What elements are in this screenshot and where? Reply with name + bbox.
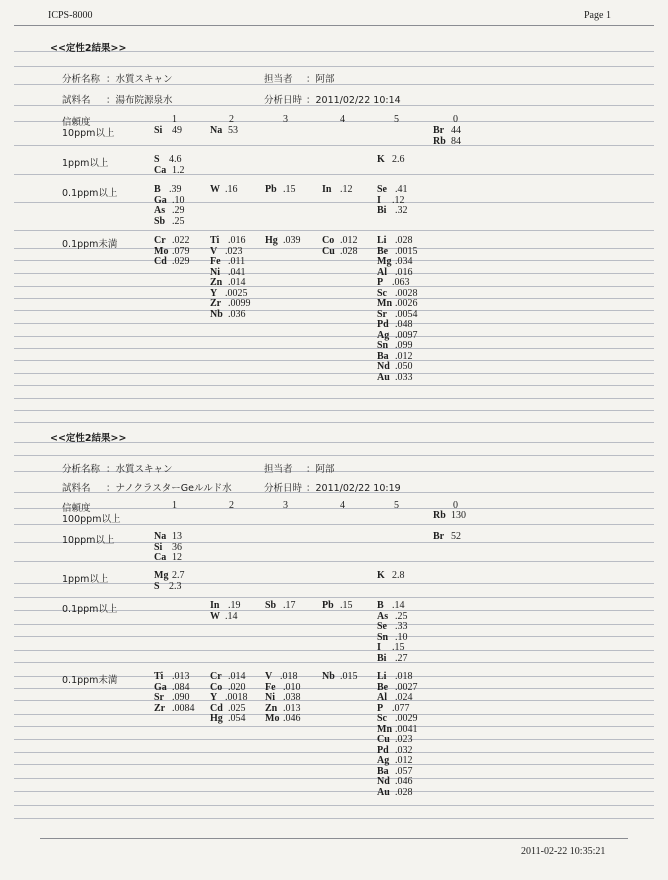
element-reading [377,373,413,384]
element-reading [210,714,246,725]
section-1-reliability-label: 信頼度 [62,117,91,128]
element-symbol: Mo [154,245,169,257]
element-value: 4.6 [169,154,182,165]
element-symbol: Cr [210,671,222,682]
element-symbol: Sr [154,692,164,703]
element-value: .014 [228,277,246,288]
ruled-line [14,385,654,386]
section-1-col-5: 5 [394,114,399,125]
element-symbol: Se [377,184,387,195]
element-symbol: Cd [154,256,167,267]
element-reading [377,155,405,166]
element-value: .036 [228,308,246,320]
element-symbol: Ag [377,329,390,341]
element-reading [210,310,246,321]
element-symbol: Br [433,125,445,136]
element-value: .039 [283,235,301,246]
section-2-date-label: 分析日時 [264,483,303,494]
element-symbol: Sn [377,631,389,643]
ruled-line [14,174,654,175]
element-value: .014 [228,671,246,682]
element-symbol: P [377,277,384,288]
element-symbol: Cd [210,702,223,714]
element-symbol: Ga [154,194,167,206]
element-symbol: Na [210,125,223,136]
ruled-line [14,752,654,753]
ruled-line [14,398,654,399]
element-reading [210,612,238,623]
element-value: .0026 [395,298,418,309]
element-symbol: Nd [377,776,390,787]
element-symbol: I [377,642,381,653]
element-reading [265,236,301,247]
element-symbol: Co [210,681,223,693]
section-2-title: <<定性2結果>> [50,433,127,444]
header-divider [14,25,654,26]
element-reading [377,654,408,665]
element-value: .013 [172,671,190,682]
element-value: .020 [228,681,246,693]
element-value: .057 [395,765,413,777]
element-value: 1.2 [172,164,185,176]
element-symbol: Mg [377,256,392,267]
element-symbol: Ba [377,350,389,362]
element-symbol: Sc [377,713,387,724]
element-symbol: Fe [210,256,221,267]
element-symbol: S [154,580,160,592]
element-symbol: Co [322,235,335,246]
element-value: .018 [280,671,298,682]
ruled-line [14,636,654,637]
element-symbol: Hg [265,235,278,246]
element-symbol: P [377,702,384,714]
element-symbol: Rb [433,510,446,521]
element-value: .15 [392,642,405,653]
element-symbol: Mn [377,723,392,735]
print-timestamp: 2011-02-22 10:35:21 [521,846,606,857]
element-value: .27 [395,652,408,664]
element-reading [377,571,405,582]
ruled-line [14,286,654,287]
element-symbol: K [377,570,385,581]
section-2-col-5: 5 [394,500,399,511]
element-value: .024 [395,692,413,703]
element-reading [154,257,190,268]
element-symbol: As [154,205,166,216]
element-value: .050 [395,361,413,372]
ruled-line [14,739,654,740]
element-reading [433,137,461,148]
element-symbol: V [210,245,218,257]
section-1-col-3: 3 [283,114,288,125]
element-value: .063 [392,277,410,288]
element-value: .29 [172,205,185,216]
element-symbol: Pd [377,744,389,756]
ruled-line [14,764,654,765]
element-value: .099 [395,340,413,351]
element-value: 36 [172,541,182,553]
element-reading [210,185,238,196]
element-value: .33 [395,621,408,632]
element-symbol: Ni [265,692,275,703]
element-value: .011 [228,256,246,267]
section-1-date-label: 分析日時 [264,95,303,106]
element-reading [322,185,353,196]
ruled-line [14,310,654,311]
element-symbol: Li [377,671,387,682]
section-1-operator-value: ：阿部 [306,74,335,85]
element-symbol: Be [377,245,389,257]
element-value: .022 [172,235,190,246]
element-value: 12 [172,552,182,563]
element-value: .10 [172,194,185,206]
element-symbol: Au [377,786,390,798]
ruled-line [14,273,654,274]
element-symbol: I [377,194,381,206]
section-2-date-value: ：2011/02/22 10:19 [306,483,401,494]
element-symbol: Ca [154,552,167,563]
ruled-line [14,230,654,231]
element-symbol: Pb [322,600,334,611]
element-symbol: Nb [210,308,223,320]
section-1-date-value: ：2011/02/22 10:14 [306,95,401,106]
ruled-line [14,714,654,715]
element-symbol: Sr [377,308,387,320]
element-value: .15 [340,600,353,611]
element-symbol: Y [210,287,218,299]
element-symbol: Pd [377,319,389,330]
element-reading [433,511,466,522]
ruled-line [14,298,654,299]
element-value: 44 [451,125,461,136]
element-value: .0084 [172,702,195,714]
instrument-name: ICPS-8000 [48,10,93,21]
section-1-col-0: 0 [453,114,458,125]
element-value: .0054 [395,308,418,320]
element-value: 53 [228,125,238,136]
element-reading [154,704,195,715]
section-2-analysis-value: ：水質スキャン [106,464,173,475]
ruled-line [14,336,654,337]
element-symbol: Sc [377,287,387,299]
element-reading [265,714,301,725]
section-1-operator-label: 担当者 [264,74,293,85]
section-1-col-2: 2 [229,114,234,125]
ruled-line [14,583,654,584]
ruled-line [14,662,654,663]
section-2-sample-label: 試料名 [62,483,91,494]
element-value: .10 [395,631,408,643]
element-value: .028 [395,786,413,798]
ruled-line [14,66,654,67]
section-1-col-4: 4 [340,114,345,125]
section-2-row-label: 10ppm以上 [62,535,115,546]
ruled-line [14,818,654,819]
ruled-line [14,348,654,349]
element-reading [433,532,461,543]
element-value: 84 [451,135,461,147]
element-symbol: W [210,184,220,195]
element-value: .17 [283,600,296,611]
element-symbol: Ga [154,681,167,693]
element-value: .046 [283,713,301,724]
element-symbol: Ca [154,164,167,176]
element-symbol: Y [210,692,218,703]
element-value: 130 [451,510,466,521]
element-reading [377,206,408,217]
ruled-line [14,624,654,625]
section-1-analysis-value: ：水質スキャン [106,74,173,85]
element-value: 2.8 [392,570,405,581]
section-2-col-4: 4 [340,500,345,511]
ruled-line [14,700,654,701]
element-value: .033 [395,371,413,383]
element-value: .028 [395,235,413,246]
element-value: 2.6 [392,154,405,165]
element-value: .016 [395,266,413,278]
element-reading [210,126,238,137]
ruled-line [14,561,654,562]
footer-divider [40,838,628,839]
element-value: .0029 [395,713,418,724]
section-2-analysis-label: 分析名称 [62,464,101,475]
section-1-row-label: 0.1ppm以上 [62,188,118,199]
element-value: .015 [340,671,358,682]
element-value: .16 [225,184,238,195]
element-symbol: Li [377,235,387,246]
ruled-line [14,323,654,324]
section-1-title: <<定性2結果>> [50,43,127,54]
element-value: .25 [172,215,185,227]
element-value: .32 [395,205,408,216]
element-symbol: Zn [265,702,278,714]
element-reading [154,126,182,137]
element-symbol: Au [377,371,390,383]
element-value: .023 [395,734,413,745]
element-value: .018 [395,671,413,682]
element-reading [154,166,185,177]
element-value: .038 [283,692,301,703]
ruled-line [14,260,654,261]
element-symbol: Zr [154,702,166,714]
element-symbol: B [154,184,161,195]
element-symbol: Cu [377,734,390,745]
element-value: .0041 [395,723,418,735]
page-number: Page 1 [584,10,611,21]
ruled-line [14,373,654,374]
section-1-sample-value: ：湯布院源泉水 [106,95,173,106]
element-value: .012 [340,235,358,246]
ruled-line [14,202,654,203]
element-value: .0027 [395,681,418,693]
element-reading [265,601,296,612]
element-symbol: B [377,600,384,611]
element-symbol: W [210,610,220,622]
element-value: .0028 [395,287,418,299]
element-symbol: K [377,154,385,165]
element-symbol: Se [377,621,387,632]
ruled-line [14,650,654,651]
element-symbol: Al [377,266,387,278]
section-1-analysis-label: 分析名称 [62,74,101,85]
element-symbol: Br [433,531,445,542]
section-1-col-1: 1 [172,114,177,125]
element-symbol: S [154,154,160,165]
element-symbol: Ba [377,765,389,777]
section-2-row-label: 1ppm以上 [62,574,109,585]
section-1-row-label: 1ppm以上 [62,158,109,169]
element-value: .029 [172,256,190,267]
element-value: .14 [225,610,238,622]
element-value: .012 [395,755,413,766]
section-2-col-3: 3 [283,500,288,511]
element-value: .013 [283,702,301,714]
element-symbol: In [210,600,220,611]
element-value: .12 [392,194,405,206]
ruled-line [14,455,654,456]
element-symbol: Mg [154,570,169,581]
element-reading [154,582,182,593]
ruled-line [14,145,654,146]
ruled-line [14,360,654,361]
element-symbol: Nd [377,361,390,372]
element-value: .016 [228,235,246,246]
element-value: .090 [172,692,190,703]
element-reading [322,672,358,683]
element-reading [322,601,353,612]
section-2-row-label: 0.1ppm未満 [62,675,118,686]
element-value: .25 [395,610,408,622]
section-2-col-0: 0 [453,500,458,511]
element-symbol: Al [377,692,387,703]
element-value: .0097 [395,329,418,341]
section-2-operator-value: ：阿部 [306,464,335,475]
element-value: .048 [395,319,413,330]
element-value: .0018 [225,692,248,703]
element-reading [377,788,413,799]
element-value: .079 [172,245,190,257]
section-2-sample-value: ：ナノクラスターGeルルド水 [106,483,232,494]
section-2-reliability-label: 信頼度 [62,503,91,514]
element-value: .084 [172,681,190,693]
element-value: 52 [451,531,461,542]
element-value: .39 [169,184,182,195]
section-2-operator-label: 担当者 [264,464,293,475]
element-symbol: Si [154,125,163,136]
element-value: .032 [395,744,413,756]
element-value: 2.3 [169,580,182,592]
element-value: .0099 [228,298,251,309]
ruled-line [14,726,654,727]
ruled-line [14,508,654,509]
element-symbol: Si [154,541,163,553]
element-value: .034 [395,256,413,267]
element-reading [154,217,185,228]
element-symbol: Ti [154,671,164,682]
element-symbol: Sb [265,600,277,611]
element-symbol: Ag [377,755,390,766]
element-reading [154,553,182,564]
element-value: .010 [283,681,301,693]
section-2-col-1: 1 [172,500,177,511]
element-value: .023 [225,245,243,257]
element-reading [265,185,296,196]
element-value: .046 [395,776,413,787]
section-1-sample-label: 試料名 [62,95,91,106]
element-symbol: V [265,671,273,682]
element-symbol: In [322,184,332,195]
element-value: .054 [228,713,246,724]
ruled-line [14,410,654,411]
element-symbol: Ti [210,235,220,246]
element-symbol: Na [154,531,167,542]
element-symbol: Mo [265,713,280,724]
element-value: 13 [172,531,182,542]
element-symbol: Nb [322,671,335,682]
element-symbol: Sn [377,340,389,351]
element-value: 2.7 [172,570,185,581]
element-symbol: Zn [210,277,223,288]
element-value: .15 [283,184,296,195]
element-symbol: Be [377,681,389,693]
element-value: .041 [228,266,246,278]
element-value: 49 [172,125,182,136]
element-value: .028 [340,245,358,257]
element-value: .12 [340,184,353,195]
section-2-row-label: 0.1ppm以上 [62,604,118,615]
element-symbol: Mn [377,298,392,309]
element-symbol: Zr [210,298,222,309]
element-symbol: Pb [265,184,277,195]
section-2-row-label: 100ppm以上 [62,514,121,525]
ruled-line [14,422,654,423]
element-value: .41 [395,184,408,195]
element-symbol: Ni [210,266,220,278]
element-symbol: Cu [322,245,335,257]
ruled-line [14,121,654,122]
element-value: .0015 [395,245,418,257]
section-1-row-label: 10ppm以上 [62,128,115,139]
element-value: .19 [228,600,241,611]
element-symbol: Cr [154,235,166,246]
element-symbol: Bi [377,652,387,664]
element-value: .077 [392,702,410,714]
section-2-col-2: 2 [229,500,234,511]
element-value: .012 [395,350,413,362]
element-symbol: Bi [377,205,387,216]
element-value: .025 [228,702,246,714]
ruled-line [14,805,654,806]
element-symbol: As [377,610,389,622]
element-symbol: Fe [265,681,276,693]
ruled-line [14,791,654,792]
ruled-line [14,688,654,689]
ruled-line [14,597,654,598]
element-value: .14 [392,600,405,611]
element-symbol: Rb [433,135,446,147]
element-value: .0025 [225,287,248,299]
element-symbol: Hg [210,713,223,724]
ruled-line [14,778,654,779]
section-1-row-label: 0.1ppm未満 [62,239,118,250]
element-reading [322,247,358,258]
element-symbol: Sb [154,215,166,227]
